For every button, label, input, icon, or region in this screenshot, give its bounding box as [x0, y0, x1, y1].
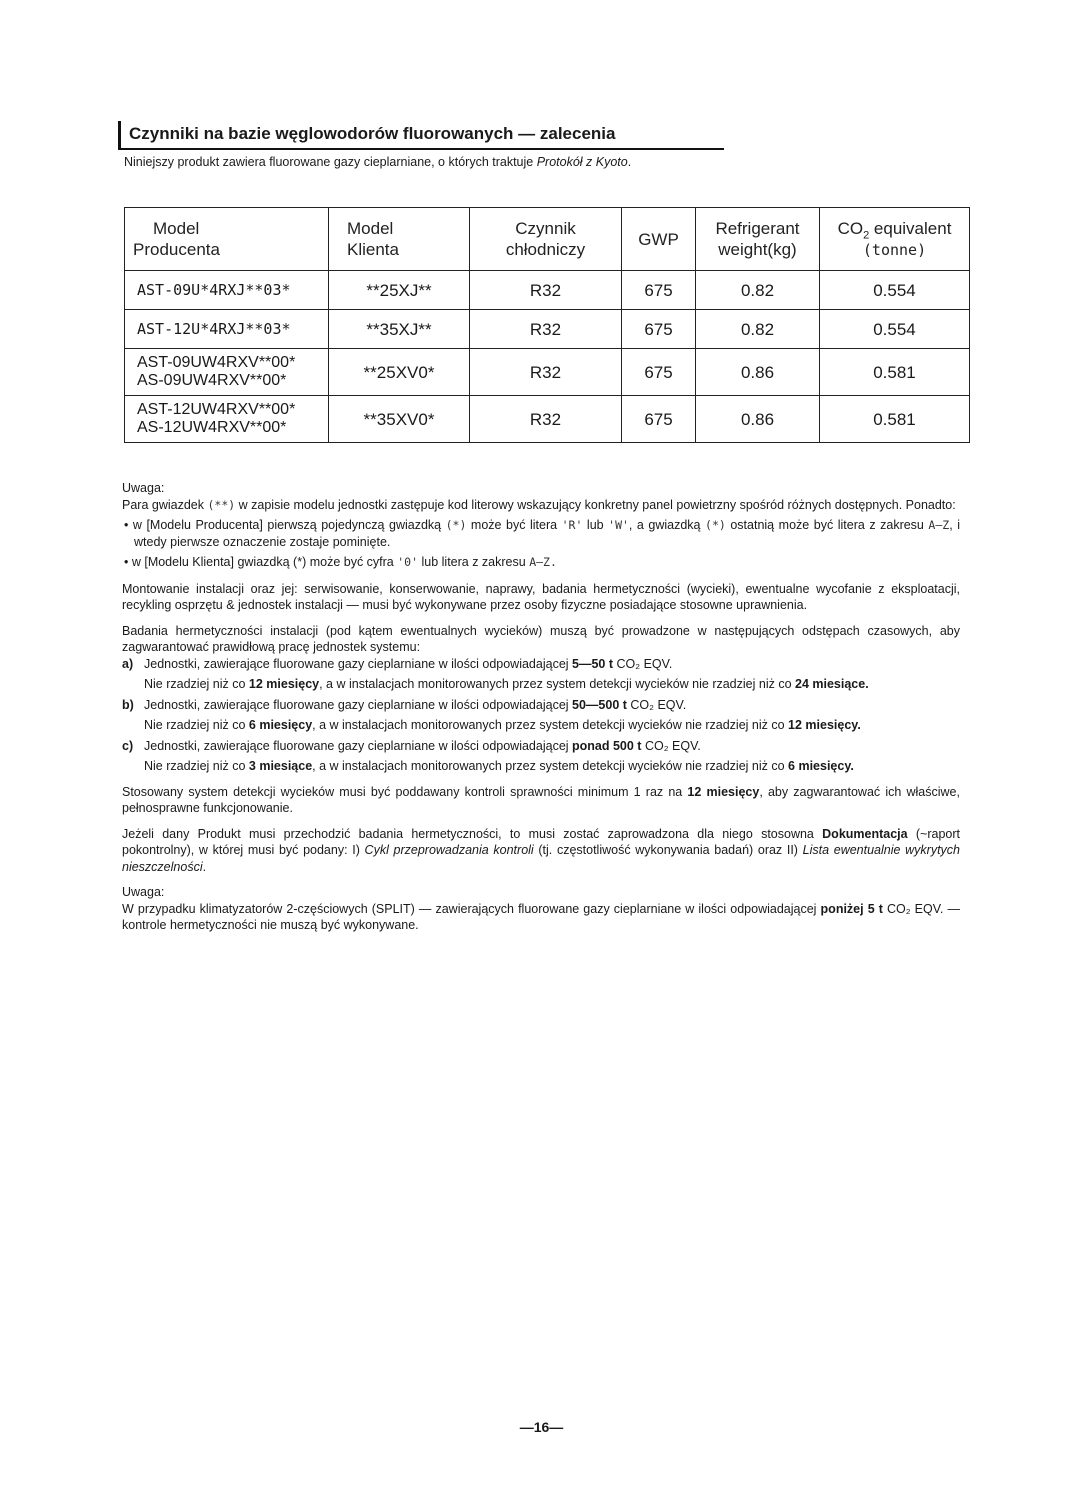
refrigerant-table	[124, 207, 970, 443]
cell-weight: 0.82	[696, 271, 820, 310]
header-model-client: Model Klienta	[329, 208, 470, 271]
cell-gwp: 675	[622, 396, 696, 443]
note-label: Uwaga:	[122, 885, 165, 899]
cell-co2: 0.554	[820, 310, 970, 349]
paragraph-leak-detection: Stosowany system detekcji wycieków musi być poddawany kontroli sprawności minimum 1 raz na 12 miesięcy, aby zagwarantować ich właściwe, pełnosprawne funkcjonowanie.	[122, 784, 960, 815]
paragraph-documentation: Jeżeli dany Produkt musi przechodzić badania hermetyczności, to musi zostać zaprowadzona dla niego stosowna Dokumentacja (~raport pokontrolny), w której musi być podany: I) Cykl przeprowadzania kontroli (tj. częstotliwość wykonywania badań) oraz II) Lista ewentualnie wykrytych nieszczelności.	[122, 826, 960, 874]
header-refrigerant-weight: Refrigerant weight(kg)	[696, 208, 820, 271]
list-item: c) Jednostki, zawierające fluorowane gazy cieplarniane w ilości odpowiadającej ponad 500 t CO₂ EQV. Nie rzadziej niż co 3 miesiące, a w instalacjach monitorowanych przez system detekcji wycieków nie rzadziej niż co 6 miesięcy.	[122, 738, 854, 773]
cell-model-client: **25XV0*	[329, 349, 470, 396]
cell-refrigerant: R32	[470, 349, 622, 396]
cell-model-producer: AST-09U*4RXJ**03*	[125, 271, 329, 310]
cell-gwp: 675	[622, 310, 696, 349]
cell-model-producer: AST-09UW4RXV**00* AS-09UW4RXV**00*	[125, 349, 329, 396]
note-paragraph: Para gwiazdek (**) w zapisie modelu jednostki zastępuje kod literowy wskazujący konkretny panel powietrzny spośród różnych dostępnych. Ponadto:	[122, 497, 956, 512]
bullet-client-model: • w [Modelu Klienta] gwiazdką (*) może być cyfra '0' lub litera z zakresu A—Z.	[124, 555, 557, 569]
paragraph-installation: Montowanie instalacji oraz jej: serwisowanie, konserwowanie, naprawy, badania hermetyczności (wycieki), ewentualne wycofanie z eksploatacji, recykling osprzętu & jednostek instalacji — musi być wykonywane przez osoby fizyczne posiadające stosowne uprawnienia.	[122, 581, 960, 612]
header-gwp: GWP	[622, 208, 696, 271]
header-refrigerant: Czynnik chłodniczy	[470, 208, 622, 271]
cell-refrigerant: R32	[470, 271, 622, 310]
list-item: b) Jednostki, zawierające fluorowane gazy cieplarniane w ilości odpowiadającej 50—500 t CO₂ EQV. Nie rzadziej niż co 6 miesięcy, a w instalacjach monitorowanych przez system detekcji wycieków nie rzadziej niż co 12 miesięcy.	[122, 697, 861, 732]
table-row	[125, 396, 970, 443]
note-label: Uwaga:	[122, 481, 165, 495]
table-row	[125, 349, 970, 396]
cell-co2: 0.581	[820, 349, 970, 396]
note-split-paragraph: W przypadku klimatyzatorów 2-częściowych (SPLIT) — zawierających fluorowane gazy cieplarniane w ilości odpowiadającej poniżej 5 t CO₂ EQV. — kontrole hermetyczności nie muszą być wykonywane.	[122, 901, 960, 932]
cell-model-client: **35XV0*	[329, 396, 470, 443]
table-row	[125, 271, 970, 310]
table-header-row	[125, 208, 970, 271]
cell-weight: 0.82	[696, 310, 820, 349]
body-text	[122, 480, 960, 943]
intro-text: Niniejszy produkt zawiera fluorowane gazy cieplarniane, o których traktuje Protokół z Kyoto.	[124, 155, 632, 169]
page-number: —16—	[519, 1419, 564, 1435]
cell-gwp: 675	[622, 271, 696, 310]
section-heading-block	[118, 121, 724, 170]
cell-refrigerant: R32	[470, 396, 622, 443]
cell-weight: 0.86	[696, 396, 820, 443]
cell-model-producer: AST-12UW4RXV**00* AS-12UW4RXV**00*	[125, 396, 329, 443]
bullet-producer-model: • w [Modelu Producenta] pierwszą pojedynczą gwiazdką (*) może być litera 'R' lub 'W', a gwiazdką (*) ostatnią może być litera z zakresu A—Z, i wtedy pierwsze oznaczenie zostaje pominięte.	[124, 518, 960, 549]
table-row	[125, 310, 970, 349]
cell-co2: 0.581	[820, 396, 970, 443]
paragraph-leak-tests: Badania hermetyczności instalacji (pod kątem ewentualnych wycieków) muszą być prowadzone w następujących odstępach czasowych, aby zagwarantować prawidłową pracę jednostek systemu:	[122, 623, 960, 654]
cell-co2: 0.554	[820, 271, 970, 310]
section-title: Czynniki na bazie węglowodorów fluorowanych — zalecenia	[118, 121, 724, 150]
header-model-producer: Model Producenta	[125, 208, 329, 271]
cell-model-client: **25XJ**	[329, 271, 470, 310]
cell-model-client: **35XJ**	[329, 310, 470, 349]
cell-weight: 0.86	[696, 349, 820, 396]
cell-refrigerant: R32	[470, 310, 622, 349]
cell-gwp: 675	[622, 349, 696, 396]
list-item: a) Jednostki, zawierające fluorowane gazy cieplarniane w ilości odpowiadającej 5—50 t CO₂ EQV. Nie rzadziej niż co 12 miesięcy, a w instalacjach monitorowanych przez system detekcji wycieków nie rzadziej niż co 24 miesiące.	[122, 656, 869, 691]
cell-model-producer: AST-12U*4RXJ**03*	[125, 310, 329, 349]
header-co2-equivalent: $CO_2$ equivalent (tonne)	[820, 208, 970, 271]
